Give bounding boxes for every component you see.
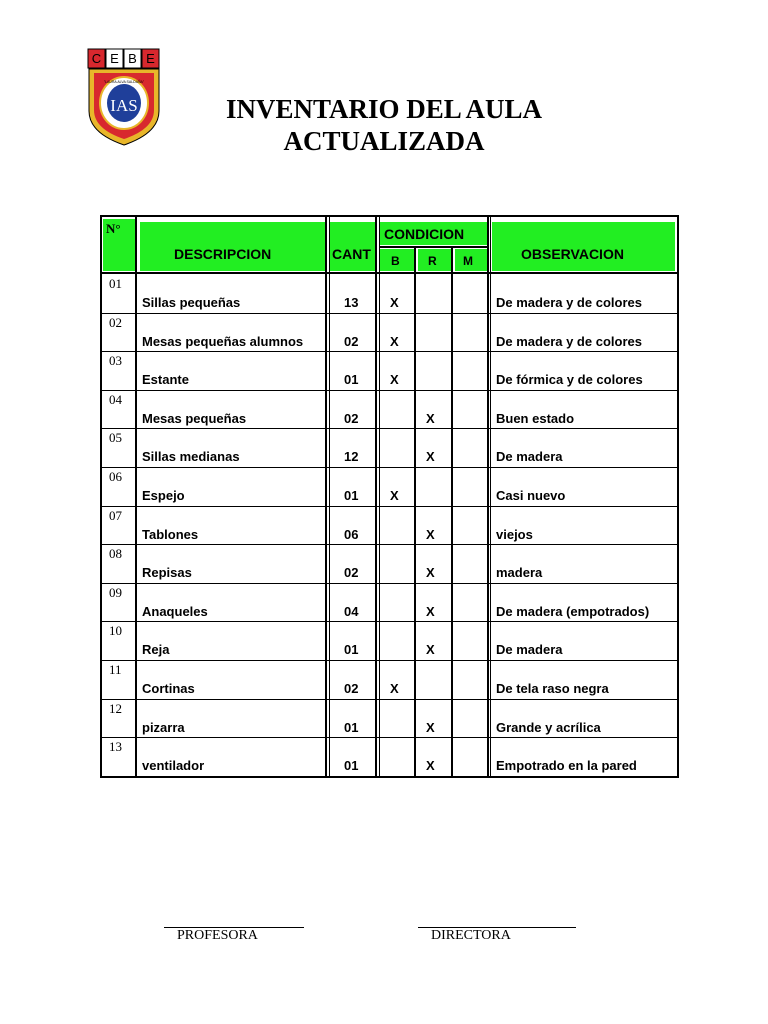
- row-number: 03: [109, 353, 122, 369]
- row-descripcion: Sillas pequeñas: [142, 295, 241, 310]
- table-row: [100, 621, 679, 660]
- header-observacion-label: OBSERVACION: [521, 246, 624, 262]
- header-descripcion: [140, 222, 325, 271]
- row-cant: 01: [344, 719, 359, 735]
- table-row: [100, 583, 679, 622]
- row-observacion: De fórmica y de colores: [496, 372, 643, 388]
- header-r-label: R: [428, 254, 437, 268]
- row-number: 04: [109, 391, 122, 407]
- row-observacion: Grande y acrílica: [496, 719, 601, 735]
- row-cant: 01: [344, 488, 359, 503]
- row-number: 11: [109, 662, 122, 677]
- logo-ring-text: "LAURA ALVA SALDAÑA": [103, 80, 145, 84]
- header-b-label: B: [391, 254, 400, 268]
- signature-directora: DIRECTORA: [431, 928, 511, 943]
- header-no-label: N°: [106, 221, 121, 236]
- row-number: 09: [109, 584, 122, 600]
- table-row: [100, 428, 679, 467]
- logo-letter: E: [146, 51, 155, 66]
- row-observacion: De madera y de colores: [496, 333, 642, 349]
- header-m: [455, 249, 487, 271]
- table-row: [100, 467, 679, 506]
- table-row: [100, 313, 679, 352]
- row-observacion: viejos: [496, 526, 533, 542]
- row-condicion-r: X: [426, 526, 435, 542]
- header-cant-label: CANT: [332, 246, 371, 262]
- row-number: 13: [109, 739, 122, 755]
- row-number: 02: [109, 314, 122, 330]
- row-number: 07: [109, 507, 122, 523]
- row-condicion-b: X: [390, 488, 399, 503]
- table-row: [100, 390, 679, 429]
- row-condicion-r: X: [426, 603, 435, 619]
- row-cant: 01: [344, 372, 359, 388]
- row-cant: 02: [344, 565, 359, 581]
- row-observacion: Buen estado: [496, 410, 575, 426]
- logo-letter: E: [110, 51, 119, 66]
- row-cant: 02: [344, 681, 359, 696]
- row-descripcion: Espejo: [142, 488, 185, 503]
- row-condicion-r: X: [426, 565, 435, 581]
- header-b: [380, 249, 414, 271]
- header-observacion: [492, 222, 675, 271]
- logo-monogram: IAS: [110, 96, 138, 115]
- header-no: [103, 219, 135, 271]
- row-descripcion: Reja: [142, 642, 170, 658]
- row-cant: 02: [344, 333, 359, 349]
- row-observacion: madera: [496, 565, 543, 581]
- row-cant: 01: [344, 642, 359, 658]
- table-row: [100, 737, 679, 776]
- page-title-line1: INVENTARIO DEL AULA: [225, 94, 543, 124]
- page-title-line2: ACTUALIZADA: [283, 126, 485, 156]
- table-row: [100, 274, 679, 313]
- row-descripcion: Sillas medianas: [142, 449, 240, 465]
- header-r: [418, 249, 451, 271]
- row-condicion-b: X: [390, 333, 399, 349]
- row-cant: 06: [344, 526, 359, 542]
- row-observacion: De tela raso negra: [496, 681, 609, 696]
- row-descripcion: Mesas pequeñas: [142, 410, 247, 426]
- row-cant: 02: [344, 410, 359, 426]
- row-descripcion: Cortinas: [142, 681, 195, 696]
- row-observacion: De madera y de colores: [496, 295, 642, 310]
- header-m-label: M: [463, 254, 473, 268]
- row-observacion: De madera: [496, 449, 563, 465]
- row-cant: 01: [344, 758, 359, 774]
- row-descripcion: Tablones: [142, 526, 199, 542]
- signature-profesora: PROFESORA: [177, 928, 258, 943]
- row-descripcion: Estante: [142, 372, 189, 388]
- table-row: [100, 506, 679, 545]
- table-row: [100, 699, 679, 738]
- row-cant: 04: [344, 603, 359, 619]
- row-observacion: Empotrado en la pared: [496, 758, 637, 774]
- row-cant: 12: [344, 449, 359, 465]
- header-condicion: [380, 222, 487, 245]
- row-observacion: De madera (empotrados): [496, 603, 650, 619]
- row-number: 10: [109, 623, 122, 639]
- row-descripcion: pizarra: [142, 719, 185, 735]
- row-condicion-r: X: [426, 410, 435, 426]
- row-descripcion: Repisas: [142, 565, 192, 581]
- row-number: 08: [109, 546, 122, 562]
- row-number: 01: [109, 276, 122, 291]
- row-descripcion: Anaqueles: [142, 603, 208, 619]
- row-condicion-r: X: [426, 758, 435, 774]
- logo-letter: B: [128, 51, 137, 66]
- row-observacion: Casi nuevo: [496, 488, 566, 503]
- header-descripcion-label: DESCRIPCION: [174, 246, 272, 262]
- row-condicion-b: X: [390, 372, 399, 388]
- row-condicion-r: X: [426, 449, 435, 465]
- row-descripcion: Mesas pequeñas alumnos: [142, 333, 304, 349]
- row-condicion-r: X: [426, 719, 435, 735]
- logo-letter: C: [91, 51, 102, 66]
- row-number: 05: [109, 430, 122, 446]
- inventory-table: [100, 215, 679, 778]
- table-row: [100, 351, 679, 390]
- row-descripcion: ventilador: [142, 758, 205, 774]
- row-condicion-b: X: [390, 681, 399, 696]
- row-number: 06: [109, 469, 122, 484]
- header-cant: [329, 222, 375, 271]
- row-observacion: De madera: [496, 642, 563, 658]
- table-row: [100, 544, 679, 583]
- row-cant: 13: [344, 295, 359, 310]
- header-condicion-label: CONDICION: [384, 226, 465, 242]
- row-condicion-r: X: [426, 642, 435, 658]
- row-condicion-b: X: [390, 295, 399, 310]
- row-number: 12: [109, 700, 122, 716]
- table-row: [100, 660, 679, 699]
- school-logo: [86, 47, 162, 147]
